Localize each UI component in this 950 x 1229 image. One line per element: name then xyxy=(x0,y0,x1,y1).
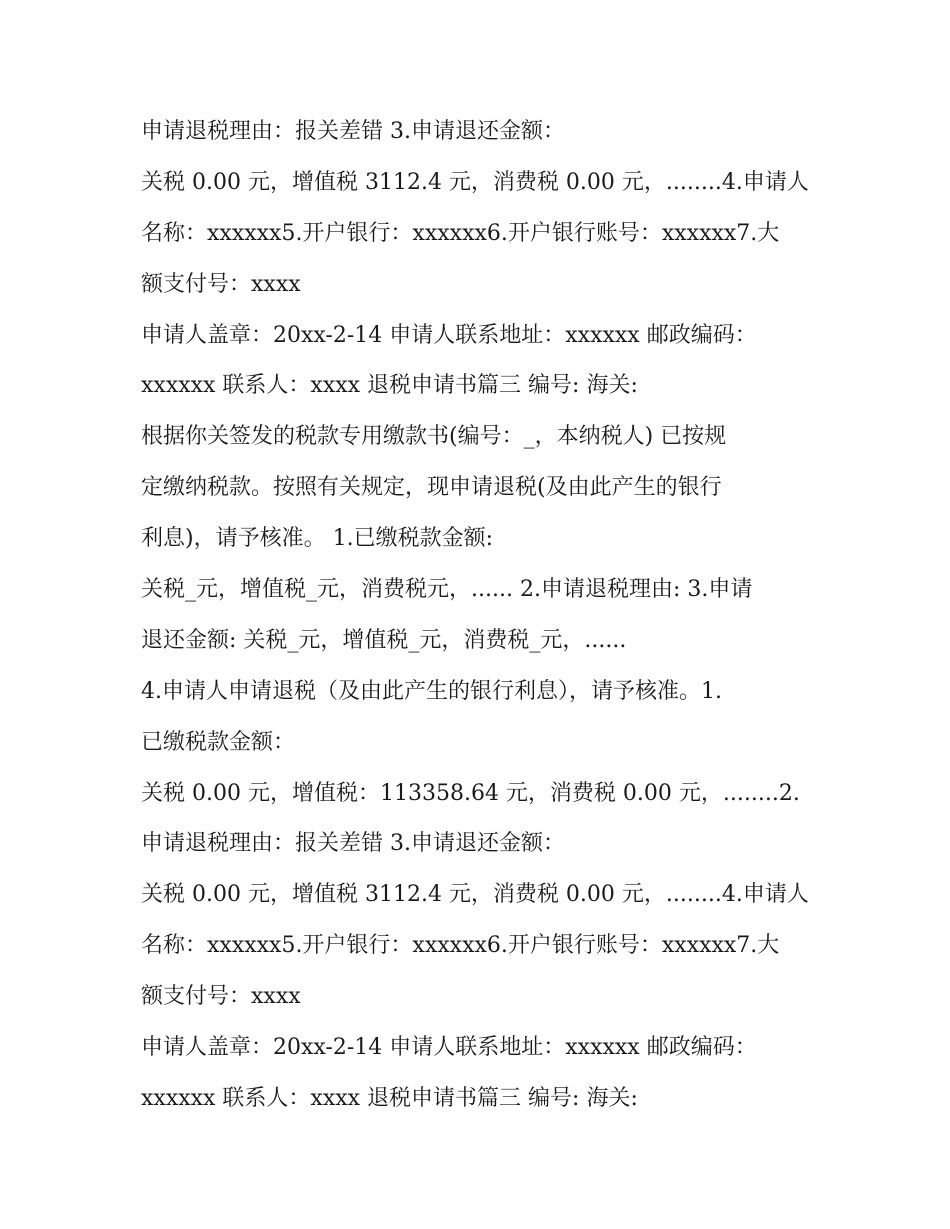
text-line: 申请退税理由：报关差错 3.申请退还金额： xyxy=(141,831,565,857)
text-line: xxxxxx 联系人：xxxx 退税申请书篇三 编号: 海关: xyxy=(141,1085,638,1111)
text-line: 申请人盖章：20xx-2-14 申请人联系地址：xxxxxx 邮政编码： xyxy=(141,322,757,348)
text-line: 申请退税理由：报关差错 3.申请退还金额： xyxy=(141,119,565,144)
text-line: 4.申请人申请退税（及由此产生的银行利息），请予核准。1. xyxy=(141,678,722,704)
text-line: 关税 0.00 元，增值税 3112.4 元，消费税 0.00 元，........4.申请人 xyxy=(141,169,809,195)
text-line: 退还金额: 关税_元，增值税_元，消费税_元，...... xyxy=(141,627,627,653)
text-line: 关税 0.00 元，增值税 3112.4 元，消费税 0.00 元，........4.申请人 xyxy=(141,882,809,908)
text-line: 额支付号：xxxx xyxy=(141,984,301,1010)
text-line: 根据你关签发的税款专用缴款书(编号：_，本纳税人) 已按规 xyxy=(141,424,727,450)
text-line: 关税 0.00 元，增值税：113358.64 元，消费税 0.00 元，........2. xyxy=(141,780,800,806)
text-line: 名称：xxxxxx5.开户银行：xxxxxx6.开户银行账号：xxxxxx7.大 xyxy=(141,220,780,246)
text-line: xxxxxx 联系人：xxxx 退税申请书篇三 编号: 海关: xyxy=(141,373,638,399)
text-line: 定缴纳税款。按照有关规定，现申请退税(及由此产生的银行 xyxy=(141,475,722,501)
text-line: 利息)，请予核准。 1.已缴税款金额: xyxy=(141,526,493,552)
text-line: 名称：xxxxxx5.开户银行：xxxxxx6.开户银行账号：xxxxxx7.大 xyxy=(141,933,780,959)
text-line: 申请人盖章：20xx-2-14 申请人联系地址：xxxxxx 邮政编码： xyxy=(141,1035,757,1061)
text-line: 已缴税款金额： xyxy=(141,729,296,755)
document-body xyxy=(141,107,821,1125)
text-line: 额支付号：xxxx xyxy=(141,271,301,297)
text-line: 关税_元，增值税_元，消费税元，...... 2.申请退税理由: 3.申请 xyxy=(141,577,753,603)
